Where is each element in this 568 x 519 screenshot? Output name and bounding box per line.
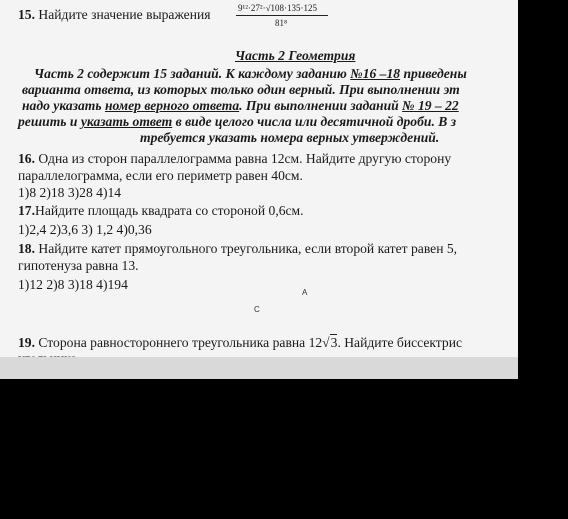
figure-label-c: C (254, 305, 260, 314)
question-19-line-1: 19. Сторона равностороннего треугольника равна 12√3. Найдите биссектрис (18, 335, 463, 350)
question-18-line-2: гипотенуза равна 13. (18, 258, 139, 273)
part2-intro-line-2: варианта ответа, из которых только один верный. При выполнении эт (22, 82, 460, 97)
question-17-line-1: 17.Найдите площадь квадрата со стороной 0,6см. (18, 203, 304, 218)
question-17-number: 17. (18, 203, 35, 218)
figure-label-a: A (302, 288, 308, 297)
question-17-options: 1)2,4 2)3,6 3) 1,2 4)0,36 (18, 222, 152, 237)
part2-title: Часть 2 Геометрия (235, 48, 356, 63)
fraction-bar (236, 15, 328, 16)
question-15-numerator: 9¹²·27²·√108·135·125 (238, 3, 318, 13)
sqrt-symbol: √ (322, 335, 330, 350)
question-18-line-1: 18. Найдите катет прямоугольного треугольника, если второй катет равен 5, (18, 241, 458, 256)
question-15 (18, 7, 211, 23)
question-18-options: 1)12 2)8 3)18 4)194 (18, 277, 128, 292)
question-16-number: 16. (18, 151, 35, 166)
viewer-edge-strip (0, 357, 518, 379)
question-16-options: 1)8 2)18 3)28 4)14 (18, 185, 122, 200)
question-18-number: 18. (18, 241, 35, 256)
question-15-denominator: 81⁸ (275, 18, 288, 28)
question-15-number: 15. (18, 7, 35, 22)
part2-intro-line-1: Часть 2 содержит 15 заданий. К каждому заданию №16 –18 приведены (34, 66, 467, 81)
question-15-text: Найдите значение выражения (38, 7, 211, 22)
question-19-number: 19. (18, 335, 35, 350)
part2-intro-line-4: решить и указать ответ в виде целого числа или десятичной дроби. В з (18, 114, 457, 129)
part2-intro-line-3: надо указать номер верного ответа. При выполнении заданий № 19 – 22 (22, 98, 459, 113)
part2-intro-line-5: требуется указать номера верных утверждений. (140, 130, 440, 145)
question-16-line-1: 16. Одна из сторон параллелограмма равна 12см. Найдите другую сторону (18, 151, 452, 166)
question-16-line-2: параллелограмма, если его периметр равен 40см. (18, 168, 303, 183)
